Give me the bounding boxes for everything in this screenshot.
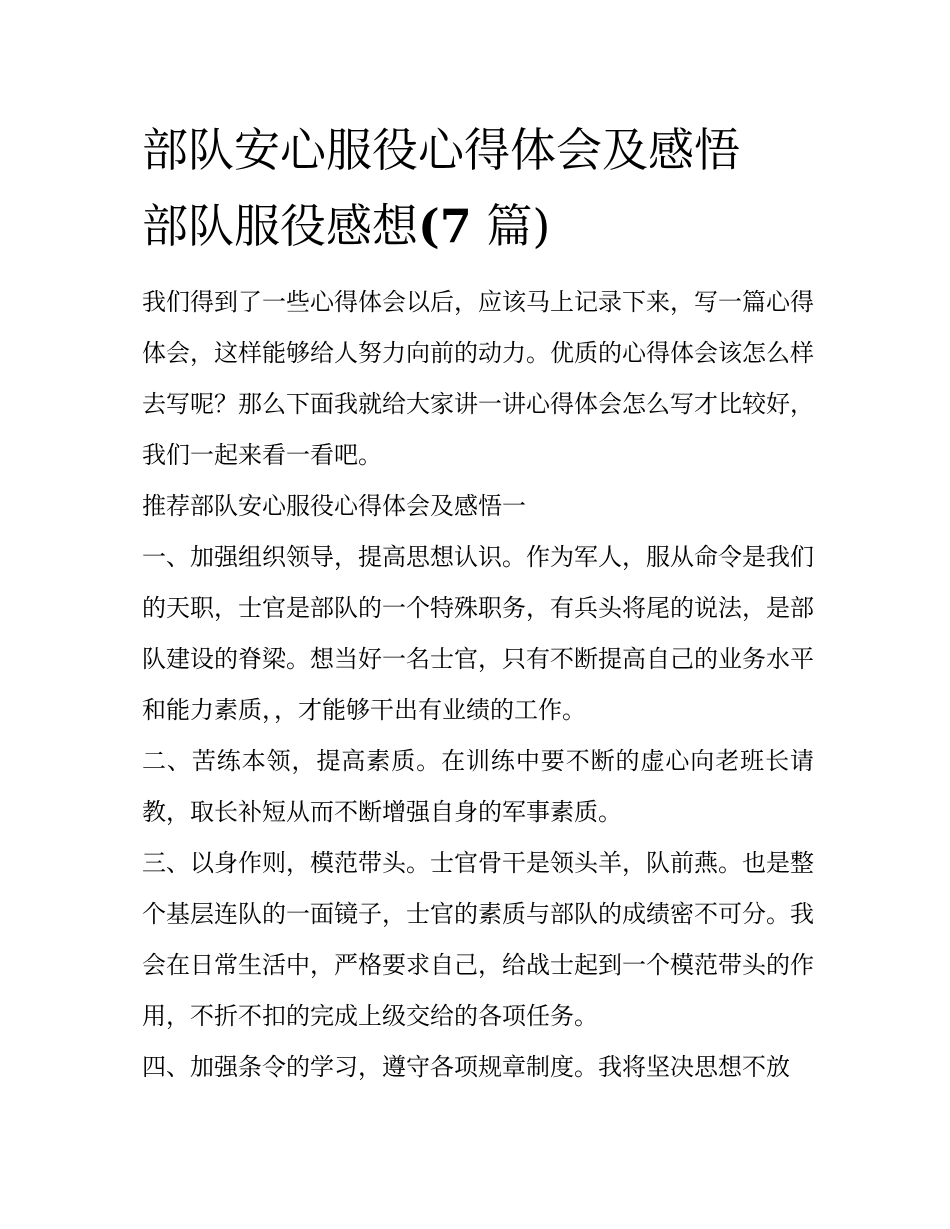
paragraph-point-2: 二、苦练本领，提高素质。在训练中要不断的虚心向老班长请教，取长补短从而不断增强自身的军事素质。 <box>142 747 814 826</box>
title-line-2-prefix: 部队服役感想 <box>142 199 418 253</box>
paragraph-section-heading: 推荐部队安心服役心得体会及感悟一 <box>142 492 526 520</box>
title-line-2-number: (7 <box>418 199 472 253</box>
title-line-1: 部队安心服役心得体会及感悟 <box>142 123 740 177</box>
document-body <box>142 277 814 1093</box>
paragraph-intro: 我们得到了一些心得体会以后，应该马上记录下来，写一篇心得体会，这样能够给人努力向前的动力。优质的心得体会该怎么样去写呢？那么下面我就给大家讲一讲心得体会怎么写才比较好，我们一起来看一看吧。 <box>142 288 814 469</box>
paragraph-point-3: 三、以身作则，模范带头。士官骨干是领头羊，队前燕。也是整个基层连队的一面镜子，士官的素质与部队的成绩密不可分。我会在日常生活中，严格要求自己，给战士起到一个模范带头的作用，不折不扣的完成上级交给的各项任务。 <box>142 849 814 1030</box>
title-line-2-suffix: 篇) <box>471 199 551 253</box>
document-title <box>142 112 822 264</box>
paragraph-point-4: 四、加强条令的学习，遵守各项规章制度。我将坚决思想不放 <box>142 1053 790 1081</box>
paragraph-point-1: 一、加强组织领导，提高思想认识。作为军人，服从命令是我们的天职，士官是部队的一个特殊职务，有兵头将尾的说法，是部队建设的脊梁。想当好一名士官，只有不断提高自己的业务水平和能力素质，，才能够干出有业绩的工作。 <box>142 543 814 724</box>
